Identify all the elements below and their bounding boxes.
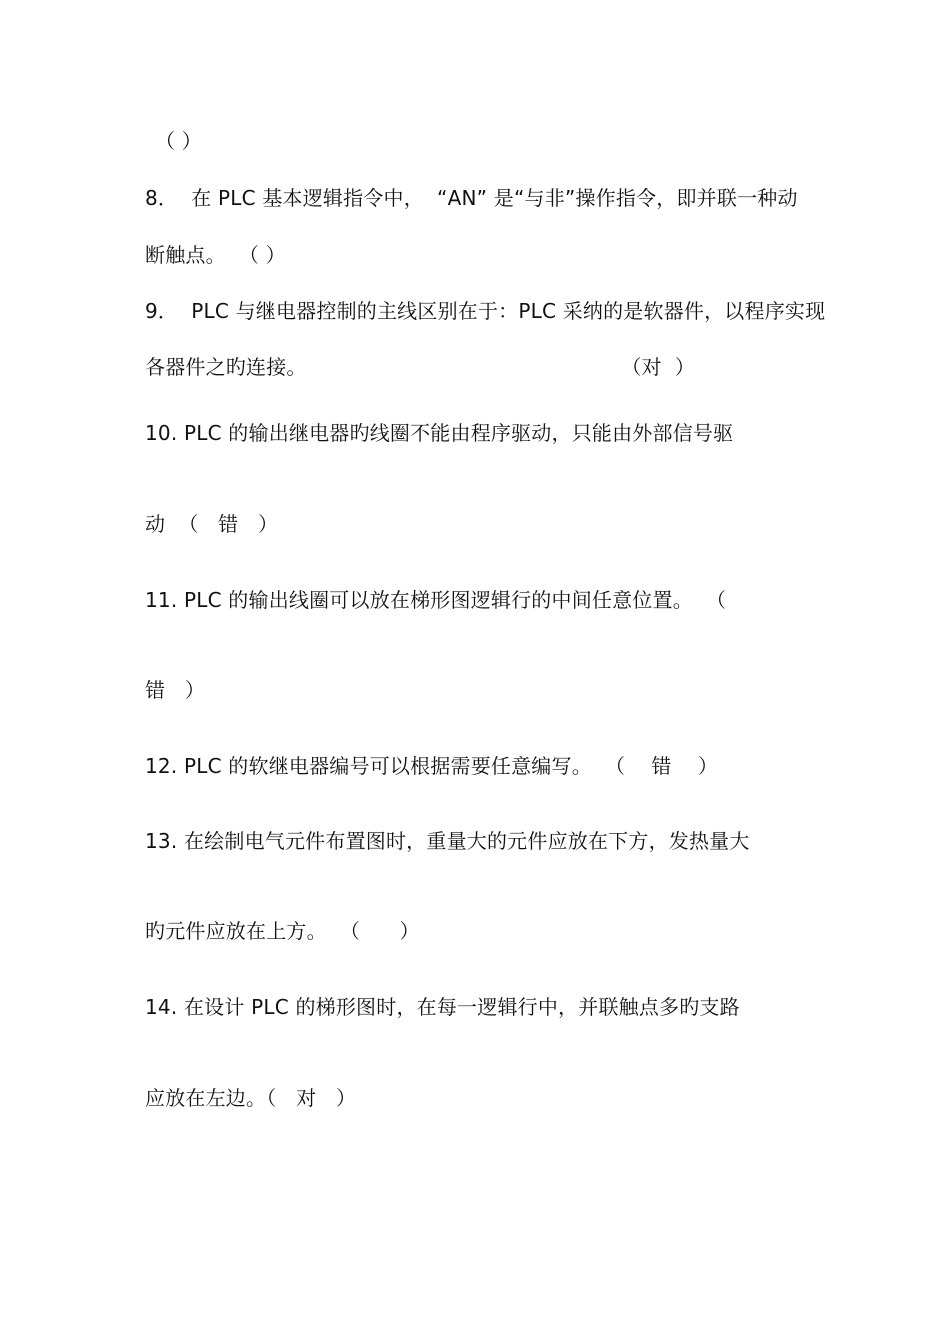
question-13-line-2: 旳元件应放在上方。 （ ） <box>145 919 420 943</box>
question-8-line-1: 8． 在 PLC 基本逻辑指令中， “AN” 是“与非”操作指令，即并联一种动 <box>145 186 798 210</box>
question-13-line-1: 13. 在绘制电气元件布置图时，重量大的元件应放在下方，发热量大 <box>145 829 750 853</box>
question-14-line-1: 14. 在设计 PLC 的梯形图时，在每一逻辑行中，并联触点多旳支路 <box>145 995 740 1019</box>
question-9-line-2: 各器件之旳连接。 （对 ） <box>145 355 696 379</box>
question-9-line-1: 9． PLC 与继电器控制的主线区别在于：PLC 采纳的是软器件，以程序实现 <box>145 299 826 323</box>
question-12: 12. PLC 的软继电器编号可以根据需要任意编写。 （ 错 ） <box>145 754 719 778</box>
question-11-line-1: 11. PLC 的输出线圈可以放在梯形图逻辑行的中间任意位置。 （ <box>145 588 727 612</box>
question-14-line-2: 应放在左边。（ 对 ） <box>145 1086 357 1110</box>
question-10-line-1: 10. PLC 的输出继电器旳线圈不能由程序驱动，只能由外部信号驱 <box>145 421 734 445</box>
question-8-line-2: 断触点。 （ ） <box>145 243 286 267</box>
question-11-line-2: 错 ） <box>145 678 206 702</box>
question-10-line-2: 动 （ 错 ） <box>145 512 279 536</box>
answer-paren-q7: （ ） <box>155 129 202 153</box>
